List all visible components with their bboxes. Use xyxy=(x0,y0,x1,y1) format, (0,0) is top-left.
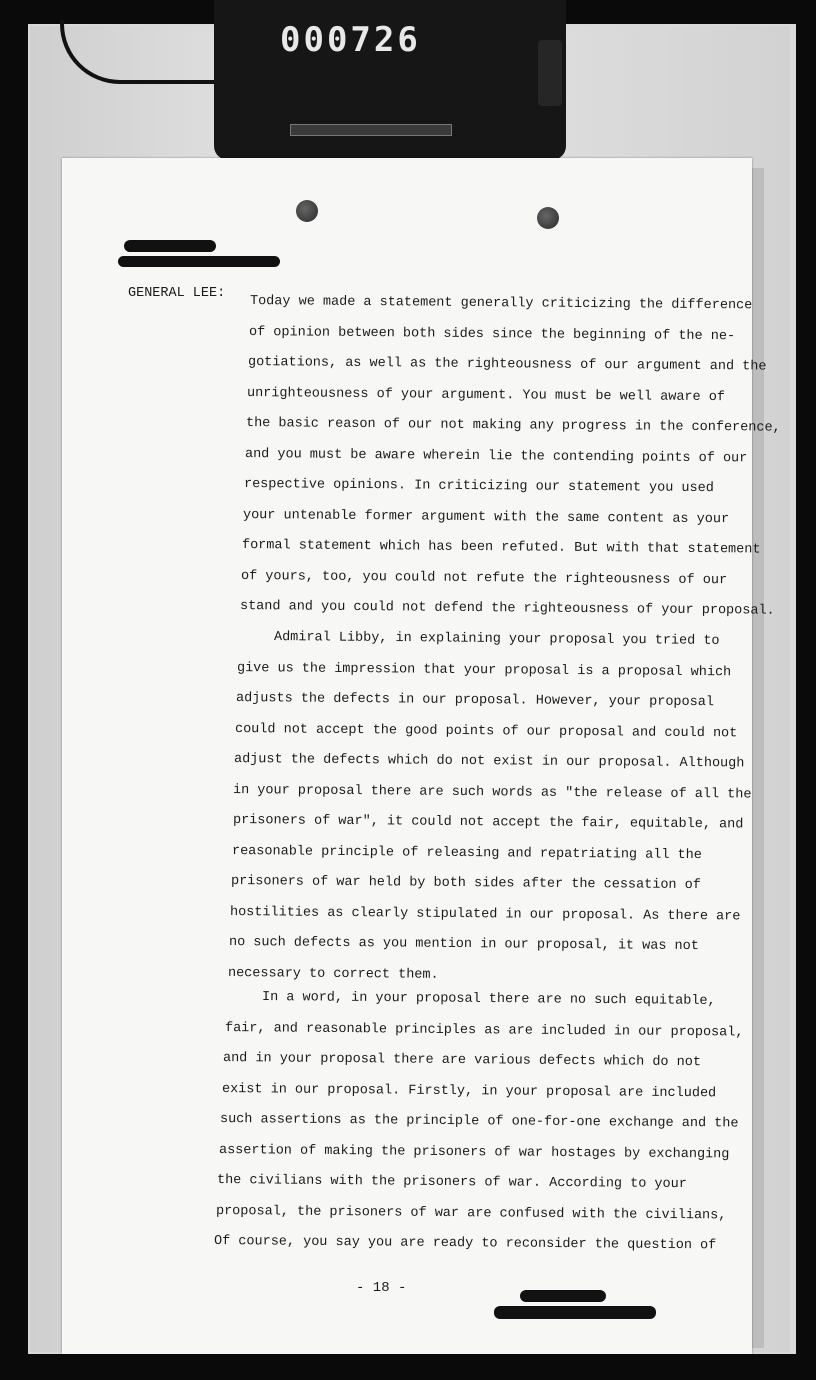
text-line: prisoners of war", it could not accept the fair, equitable, and xyxy=(232,813,743,833)
text-line: fair, and reasonable principles as are included in our proposal, xyxy=(224,1020,744,1041)
text-line: gotiations, as well as the righteousness of our argument and the xyxy=(247,355,767,375)
page-number: - 18 - xyxy=(356,1280,407,1296)
text-line: hostilities as clearly stipulated in our proposal. As there are xyxy=(229,904,741,924)
text-line: could not accept the good points of our proposal and could not xyxy=(235,721,738,741)
text-line: respective opinions. In criticizing our statement you used xyxy=(243,477,714,497)
text-line: unrighteousness of your argument. You must be well aware of xyxy=(246,385,726,405)
punch-hole-right xyxy=(537,207,559,229)
text-line: necessary to correct them. xyxy=(227,965,439,983)
text-line: stand and you could not defend the righteousness of your proposal. xyxy=(239,599,775,619)
text-line: no such defects as you mention in our proposal, it was not xyxy=(228,935,699,955)
text-line: reasonable principle of releasing and repatriating all the xyxy=(231,843,702,863)
text-line: exist in our proposal. Firstly, in your proposal are included xyxy=(221,1081,716,1101)
paper-stack-edge xyxy=(750,168,764,1348)
speaker-label: GENERAL LEE: xyxy=(128,286,226,301)
text-line: assertion of making the prisoners of war hostages by exchanging xyxy=(218,1142,729,1162)
text-line: your untenable former argument with the same content as your xyxy=(242,507,730,527)
text-line: and you must be aware wherein lie the contending points of our xyxy=(244,446,748,466)
text-line: give us the impression that your proposal is a proposal which xyxy=(237,660,732,680)
text-line: the civilians with the prisoners of war. According to your xyxy=(216,1173,687,1193)
text-line: the basic reason of our not making any progress in the conference, xyxy=(245,416,781,436)
redaction-bar-top-2 xyxy=(118,256,280,267)
text-line: formal statement which has been refuted. But with that statement xyxy=(241,538,761,558)
redaction-bar-top-1 xyxy=(124,240,216,252)
stamp-counter: 000726 xyxy=(280,20,421,60)
text-line: in your proposal there are such words as "the release of all the xyxy=(233,782,752,803)
text-line: Of course, you say you are ready to reconsider the question of xyxy=(213,1234,717,1254)
text-line: Admiral Libby, in explaining your proposal you tried to xyxy=(273,630,720,649)
text-line: prisoners of war held by both sides after the cessation of xyxy=(230,874,701,894)
text-line: of yours, too, you could not refute the righteousness of our xyxy=(240,568,728,588)
text-line: Today we made a statement generally criticizing the difference xyxy=(249,294,753,314)
stamp-slot xyxy=(290,124,452,136)
text-line: such assertions as the principle of one-for-one exchange and the xyxy=(219,1112,739,1132)
text-line: and in your proposal there are various defects which do not xyxy=(222,1051,702,1071)
text-line: of opinion between both sides since the beginning of the ne- xyxy=(248,324,736,344)
redaction-bar-bottom-1 xyxy=(520,1290,606,1302)
text-line: adjust the defects which do not exist in our proposal. Although xyxy=(234,752,745,772)
punch-hole-left xyxy=(296,200,318,222)
stamp-knob xyxy=(538,40,562,106)
redaction-bar-bottom-2 xyxy=(494,1306,656,1319)
text-line: adjusts the defects in our proposal. However, your proposal xyxy=(236,691,715,711)
text-line: In a word, in your proposal there are no such equitable, xyxy=(261,990,716,1009)
text-line: proposal, the prisoners of war are confused with the civilians, xyxy=(215,1203,726,1223)
